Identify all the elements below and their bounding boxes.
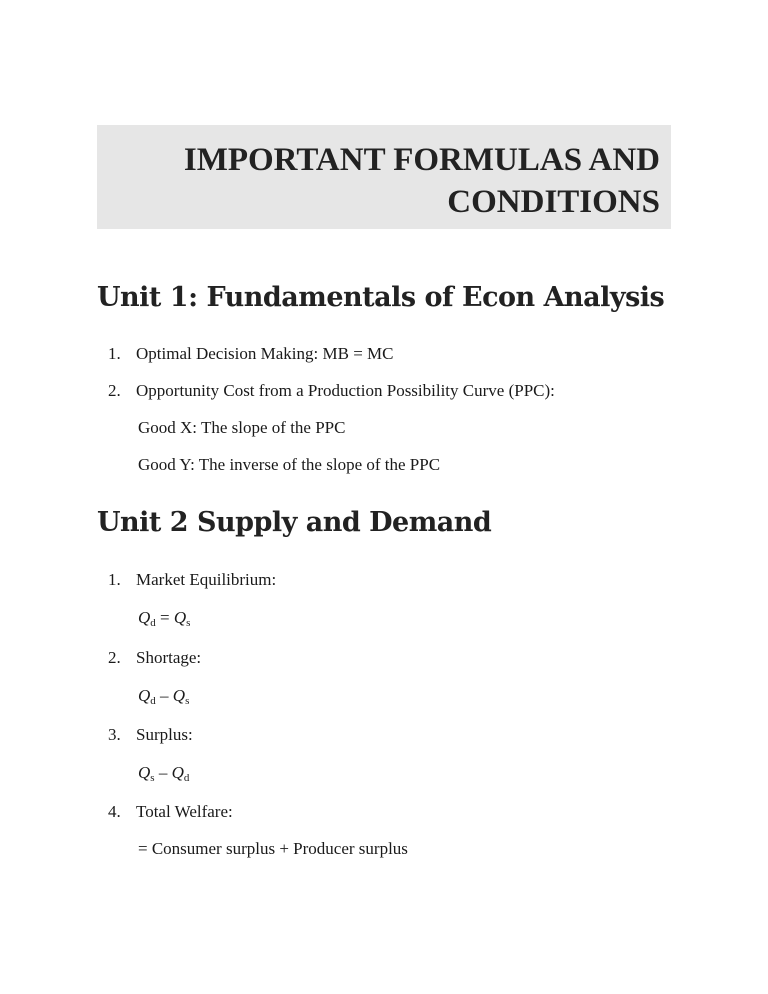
formula-operator: – xyxy=(160,686,169,705)
list-item-number: 1. xyxy=(108,570,121,589)
formula-variable: Q xyxy=(173,608,187,627)
list-item-text: Market Equilibrium: xyxy=(136,570,277,589)
list-item xyxy=(108,802,233,822)
formula-variable: Q xyxy=(138,686,151,705)
formula-subscript: d xyxy=(150,617,156,629)
list-item-number: 1. xyxy=(108,344,121,363)
formula-variable: Q xyxy=(138,763,151,782)
list-item-text: Opportunity Cost from a Production Possibility Curve (PPC): xyxy=(136,381,555,400)
sub-item-good-x: Good X: The slope of the PPC xyxy=(138,418,346,437)
formula-operator: – xyxy=(158,763,168,782)
total-welfare-definition: = Consumer surplus + Producer surplus xyxy=(138,839,408,858)
list-item-number: 2. xyxy=(108,381,121,400)
formula-subscript: d xyxy=(183,772,190,784)
list-item xyxy=(108,344,394,364)
formula-subscript: d xyxy=(150,695,156,707)
list-item xyxy=(108,570,276,590)
formula-operator: = xyxy=(160,608,170,627)
formula-subscript: s xyxy=(185,695,190,707)
list-item-text: Total Welfare: xyxy=(136,802,233,821)
formula-shortage xyxy=(138,686,189,706)
list-item xyxy=(108,381,555,401)
formula-subscript: s xyxy=(186,617,191,629)
formula-market-equilibrium xyxy=(138,608,190,628)
list-item xyxy=(108,725,193,745)
list-item-text: Optimal Decision Making: MB = MC xyxy=(136,344,394,363)
formula-variable: Q xyxy=(172,686,186,705)
page-title-line-1: IMPORTANT FORMULAS AND xyxy=(183,142,660,178)
formula-subscript: s xyxy=(150,772,155,784)
title-banner xyxy=(97,125,671,229)
list-item-number: 3. xyxy=(108,725,121,744)
formula-surplus xyxy=(138,763,189,783)
unit-1-heading: Unit 1: Fundamentals of Econ Analysis xyxy=(97,282,665,313)
list-item-text: Surplus: xyxy=(136,725,193,744)
formula-variable: Q xyxy=(171,763,184,782)
formula-variable: Q xyxy=(138,608,151,627)
list-item-text: Shortage: xyxy=(136,648,202,667)
page-title-line-2: CONDITIONS xyxy=(447,184,660,220)
sub-item-good-y: Good Y: The inverse of the slope of the PPC xyxy=(138,455,441,474)
list-item xyxy=(108,648,201,668)
unit-2-heading: Unit 2 Supply and Demand xyxy=(97,507,492,538)
list-item-number: 4. xyxy=(108,802,121,821)
list-item-number: 2. xyxy=(108,648,121,667)
